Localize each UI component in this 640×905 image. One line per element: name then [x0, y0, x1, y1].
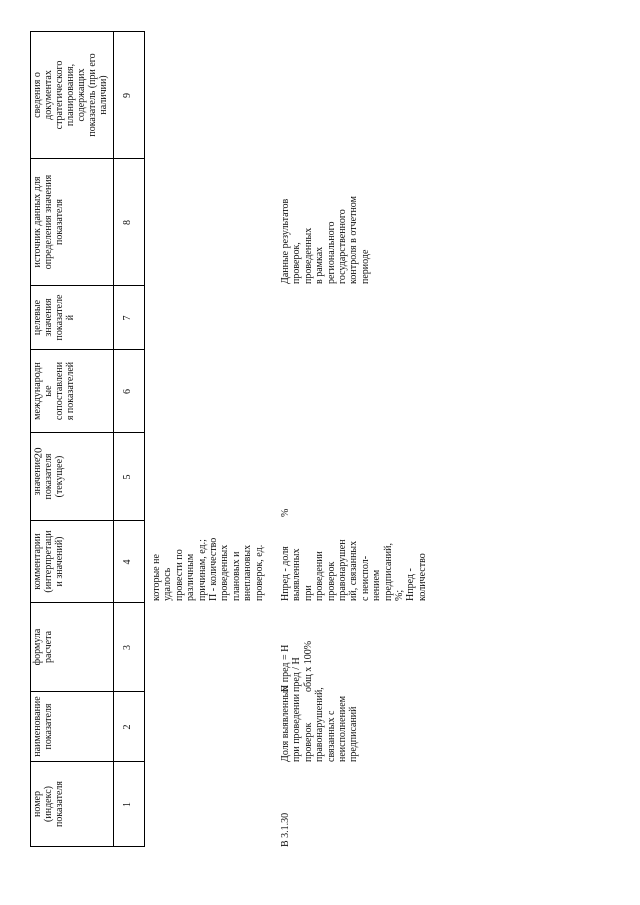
col-num-2: 2: [122, 724, 133, 730]
rotated-table: [30, 31, 428, 847]
row-index: В 3.1.30: [280, 812, 291, 847]
row-formula: П пред = Н пред / Н общ x 100%: [280, 640, 314, 692]
header-documents: сведения о документах стратегического планирования, содержащих показатель (при его наличии): [32, 53, 109, 137]
row-value-unit: %: [280, 508, 291, 517]
continuation-comment: которые не удалось провести по различным причинам, ед.; П - количество проведенных плановых и внеплановых проверок, ед.: [151, 537, 265, 601]
col-num-5: 5: [122, 474, 133, 480]
header-formula: формула расчета: [32, 628, 54, 666]
header-source: источник данных для определения значения показателя: [32, 174, 65, 270]
col-num-8: 8: [122, 220, 133, 225]
header-index: номер (индекс) показателя: [32, 780, 65, 828]
header-international: международн ые сопоставлени я показателей: [32, 361, 76, 421]
row-name: Доля выявленных при проведении проверок правонарушений, связанных с неисполнением предписаний: [280, 685, 360, 762]
col-num-3: 3: [122, 645, 133, 650]
col-num-4: 4: [122, 559, 133, 565]
header-value: значение показателя (текущее): [32, 453, 65, 500]
col-num-7: 7: [122, 315, 133, 321]
row-comment: Нпред - доля выявленных при проведении проверок правонарушен ий, связанных с неиспол- нением предписаний, %; Нпред - количество: [280, 539, 428, 601]
row-source: Данные результатов проверок, проведенных в рамках регионального государственного контроля в отчетном периоде: [280, 196, 371, 284]
col-num-1: 1: [122, 802, 133, 807]
header-comment: комментарии (интерпретаци и значений): [32, 530, 65, 593]
header-target: целевые значения показателе й: [32, 294, 76, 341]
col-num-9: 9: [122, 93, 133, 98]
page-number: 20: [32, 447, 44, 459]
header-name: наименование показателя: [32, 696, 54, 757]
col-num-6: 6: [122, 389, 133, 394]
